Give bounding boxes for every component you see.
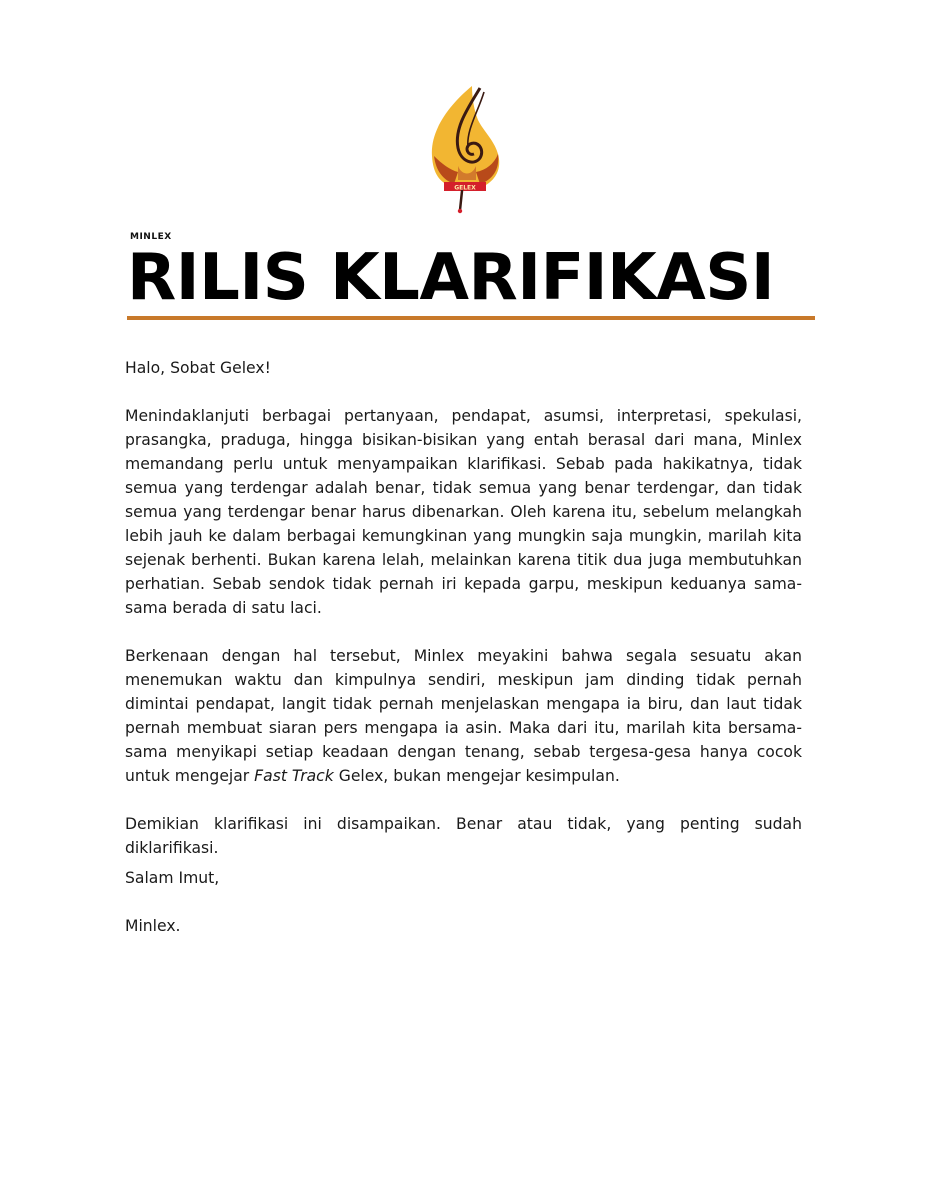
page-title: RILIS KLARIFIKASI [127, 241, 775, 315]
paragraph-1: Menindaklanjuti berbagai pertanyaan, pendapat, asumsi, interpretasi, spekulasi, prasangka, praduga, hingga bisikan-bisikan yang entah berasal dari mana, Minlex memandang perlu untuk menyampaikan klarifikasi. Sebab pada hakikatnya, tidak semua yang terdengar adalah benar, tidak semua yang benar terdengar, dan tidak semua yang terdengar benar harus dibenarkan. Oleh karena itu, sebelum melangkah lebih jauh ke dalam berbagai kemungkinan yang mungkin saja mungkin, marilah kita sejenak berhenti. Bukan karena lelah, melainkan karena titik dua juga membutuhkan perhatian. Sebab sendok tidak pernah iri kepada garpu, meskipun keduanya sama-sama berada di satu laci. [125, 407, 802, 617]
gelex-logo [414, 82, 514, 216]
release-body [125, 356, 802, 962]
closing-line: Salam Imut, [125, 869, 220, 887]
paragraph-2-italic: Fast Track [254, 767, 334, 785]
paragraph-2-text-b: Gelex, bukan mengejar kesimpulan. [333, 767, 620, 785]
paragraph-3: Demikian klarifikasi ini disampaikan. Benar atau tidak, yang penting sudah diklarifikasi. [125, 815, 802, 857]
paragraph-2-text-a: Berkenaan dengan hal tersebut, Minlex meyakini bahwa segala sesuatu akan menemukan waktu dan kimpulnya sendiri, meskipun jam dinding tidak pernah dimintai pendapat, langit tidak pernah menjelaskan mengapa ia biru, dan laut tidak pernah membuat siaran pers mengapa ia asin. Maka dari itu, marilah kita bersama-sama menyikapi setiap keadaan dengan tenang, sebab tergesa-gesa hanya cocok untuk mengejar [125, 647, 802, 785]
title-underline [127, 316, 815, 320]
logo-label: GELEX [454, 184, 476, 192]
signature: Minlex. [125, 917, 181, 935]
greeting: Halo, Sobat Gelex! [125, 359, 271, 377]
kicker-label: MINLEX [130, 232, 172, 242]
release-header [127, 232, 815, 315]
paragraph-2 [125, 644, 802, 788]
